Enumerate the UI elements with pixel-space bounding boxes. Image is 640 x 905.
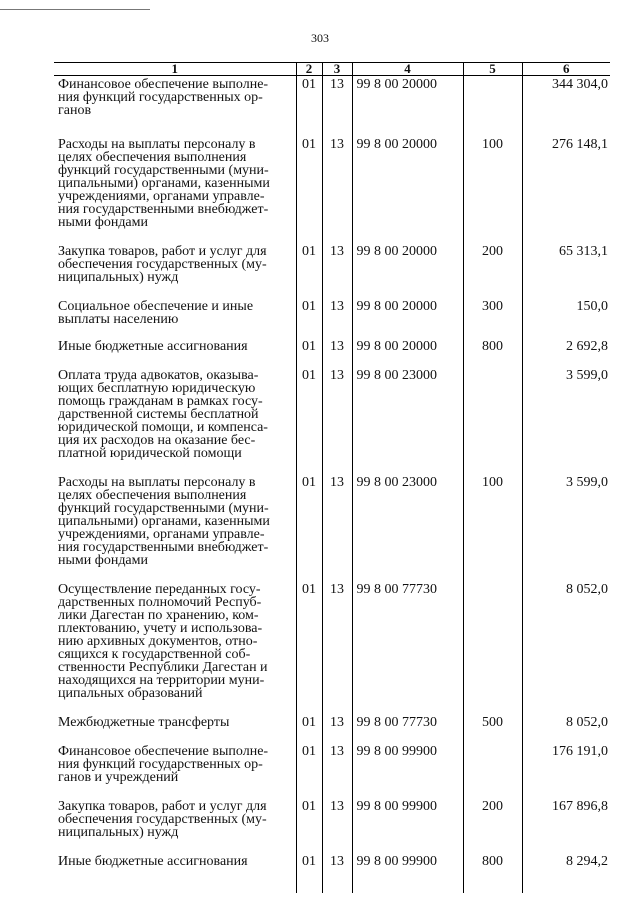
row-name: Расходы на выплаты персоналу в целях обеспечения выполнения функций государственными (муни- ципальными) органами, казенными учреждениями, органами управле- ния государственными внебюджет- ными фондами xyxy=(58,137,270,230)
top-rule xyxy=(0,9,150,10)
column-header-target-article: 4 xyxy=(352,63,463,76)
row-name: Финансовое обеспечение выполне- ния функций государственных ор- ганов и учреждений xyxy=(58,744,269,785)
row-expense-type: 200 xyxy=(463,798,522,853)
table-row xyxy=(54,338,610,367)
row-name: Межбюджетные трансферты xyxy=(58,715,230,730)
table-row xyxy=(54,853,610,893)
row-target-article: 99 8 00 77730 xyxy=(352,714,463,743)
row-target-article: 99 8 00 77730 xyxy=(352,581,463,714)
table-row xyxy=(54,76,610,137)
row-section: 01 xyxy=(296,243,322,298)
table-row xyxy=(54,243,610,298)
row-expense-type xyxy=(463,743,522,798)
column-header-amount: 6 xyxy=(522,63,610,76)
table-row xyxy=(54,298,610,338)
table-row xyxy=(54,581,610,714)
row-name: Социальное обеспечение и иные выплаты населению xyxy=(58,299,254,327)
row-section: 01 xyxy=(296,367,322,474)
row-amount: 65 313,1 xyxy=(522,243,610,298)
row-section: 01 xyxy=(296,798,322,853)
row-subsection: 13 xyxy=(322,714,352,743)
row-name: Оплата труда адвокатов, оказыва- ющих бесплатную юридическую помощь гражданам в рамках госу- дарственной системы бесплатной юридической помощи, и компенса- ция их расходов на оказание бес- платной юридической помощи xyxy=(58,368,268,461)
table-row xyxy=(54,714,610,743)
row-subsection: 13 xyxy=(322,298,352,338)
row-amount: 276 148,1 xyxy=(522,136,610,243)
row-subsection: 13 xyxy=(322,581,352,714)
header-row xyxy=(54,63,610,76)
row-subsection: 13 xyxy=(322,798,352,853)
row-section: 01 xyxy=(296,853,322,893)
row-amount: 8 294,2 xyxy=(522,853,610,893)
row-subsection: 13 xyxy=(322,853,352,893)
row-subsection: 13 xyxy=(322,76,352,137)
table-row xyxy=(54,367,610,474)
row-target-article: 99 8 00 20000 xyxy=(352,338,463,367)
table-row xyxy=(54,474,610,581)
column-header-name: 1 xyxy=(54,63,296,76)
row-name: Иные бюджетные ассигнования xyxy=(58,854,248,869)
row-subsection: 13 xyxy=(322,338,352,367)
row-target-article: 99 8 00 20000 xyxy=(352,298,463,338)
row-expense-type xyxy=(463,367,522,474)
row-name: Расходы на выплаты персоналу в целях обеспечения выполнения функций государственными (муни- ципальными) органами, казенными учреждениями, органами управле- ния государственными внебюджет- ными фондами xyxy=(58,475,270,568)
row-amount: 3 599,0 xyxy=(522,367,610,474)
row-name: Финансовое обеспечение выполне- ния функций государственных ор- ганов xyxy=(58,77,269,118)
row-expense-type: 300 xyxy=(463,298,522,338)
row-expense-type: 500 xyxy=(463,714,522,743)
row-target-article: 99 8 00 20000 xyxy=(352,136,463,243)
row-target-article: 99 8 00 23000 xyxy=(352,474,463,581)
row-section: 01 xyxy=(296,714,322,743)
row-amount: 8 052,0 xyxy=(522,581,610,714)
column-header-expense-type: 5 xyxy=(463,63,522,76)
row-expense-type: 100 xyxy=(463,136,522,243)
row-section: 01 xyxy=(296,743,322,798)
row-target-article: 99 8 00 99900 xyxy=(352,853,463,893)
column-header-section: 2 xyxy=(296,63,322,76)
table-body xyxy=(54,76,610,894)
row-name: Закупка товаров, работ и услуг для обеспечения государственных (му- ниципальных) нужд xyxy=(58,244,267,285)
row-section: 01 xyxy=(296,298,322,338)
row-amount: 150,0 xyxy=(522,298,610,338)
row-amount: 176 191,0 xyxy=(522,743,610,798)
row-section: 01 xyxy=(296,136,322,243)
row-name: Иные бюджетные ассигнования xyxy=(58,339,248,354)
row-expense-type xyxy=(463,76,522,137)
column-header-subsection: 3 xyxy=(322,63,352,76)
row-amount: 344 304,0 xyxy=(522,76,610,137)
row-name: Закупка товаров, работ и услуг для обеспечения государственных (му- ниципальных) нужд xyxy=(58,799,267,840)
row-expense-type: 800 xyxy=(463,338,522,367)
row-target-article: 99 8 00 99900 xyxy=(352,743,463,798)
row-name: Осуществление переданных госу- дарственных полномочий Респуб- лики Дагестан по хранению, ком- плектованию, учету и использова- нию архивных документов, отно- сящихся к государственной соб- ственности Республики Дагестан и находящихся на территории муни- ципальных образований xyxy=(58,582,268,701)
row-section: 01 xyxy=(296,581,322,714)
page-number: 303 xyxy=(311,31,329,45)
row-subsection: 13 xyxy=(322,474,352,581)
table-row xyxy=(54,743,610,798)
row-amount: 2 692,8 xyxy=(522,338,610,367)
row-target-article: 99 8 00 23000 xyxy=(352,367,463,474)
row-expense-type: 100 xyxy=(463,474,522,581)
row-section: 01 xyxy=(296,474,322,581)
row-section: 01 xyxy=(296,338,322,367)
budget-table xyxy=(54,62,610,893)
row-expense-type: 200 xyxy=(463,243,522,298)
row-expense-type xyxy=(463,581,522,714)
table-row xyxy=(54,798,610,853)
row-section: 01 xyxy=(296,76,322,137)
row-amount: 167 896,8 xyxy=(522,798,610,853)
row-subsection: 13 xyxy=(322,743,352,798)
row-amount: 8 052,0 xyxy=(522,714,610,743)
row-subsection: 13 xyxy=(322,243,352,298)
row-target-article: 99 8 00 99900 xyxy=(352,798,463,853)
row-target-article: 99 8 00 20000 xyxy=(352,76,463,137)
table-row xyxy=(54,136,610,243)
row-subsection: 13 xyxy=(322,136,352,243)
row-expense-type: 800 xyxy=(463,853,522,893)
row-target-article: 99 8 00 20000 xyxy=(352,243,463,298)
row-amount: 3 599,0 xyxy=(522,474,610,581)
row-subsection: 13 xyxy=(322,367,352,474)
